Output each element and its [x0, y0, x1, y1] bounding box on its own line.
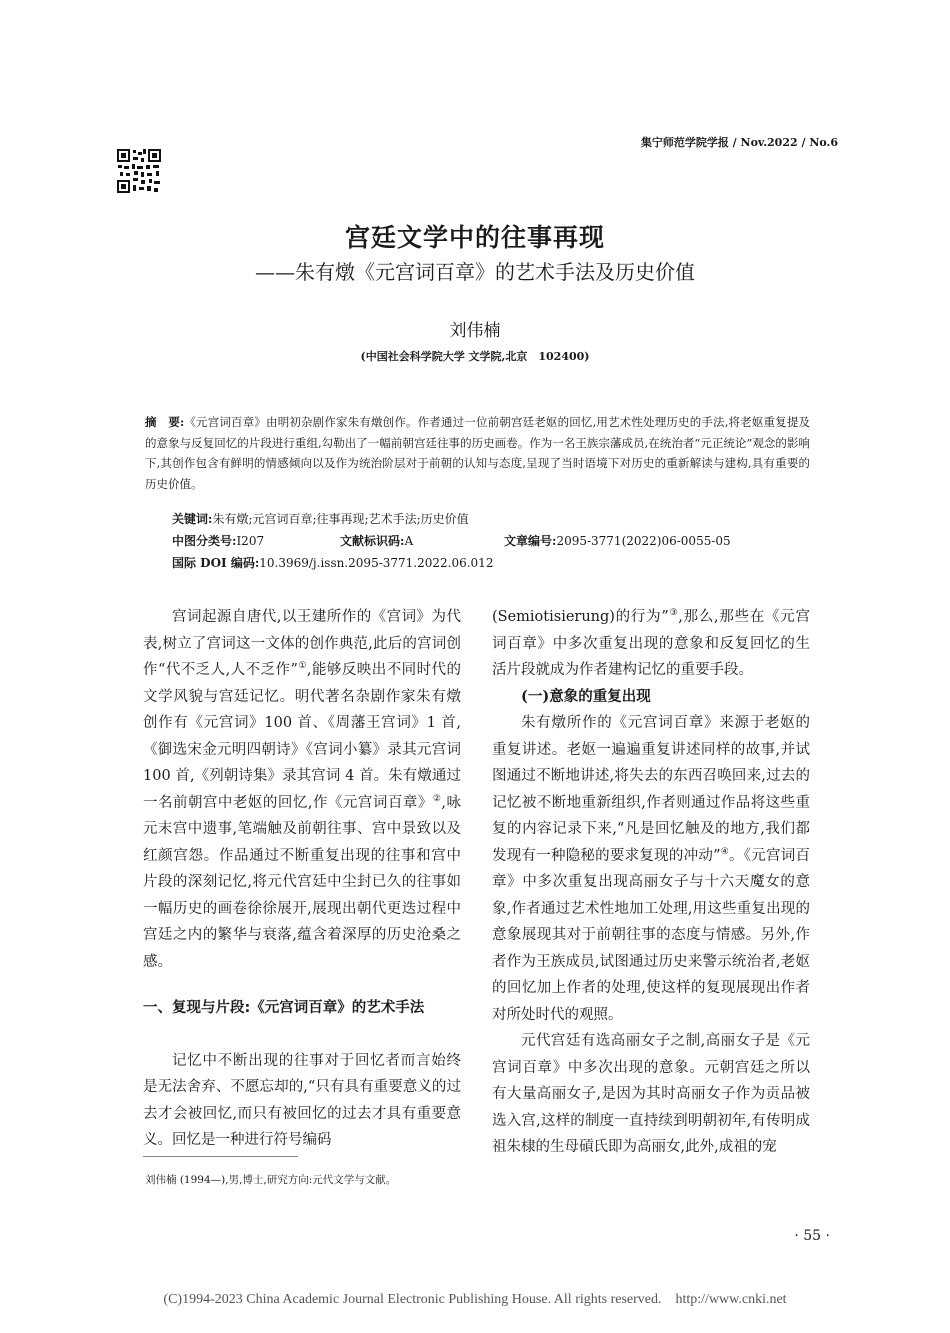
doi — [172, 554, 493, 571]
footnote-ref: ② — [432, 793, 442, 804]
qr-code-icon — [116, 148, 162, 194]
clc-label: 中图分类号: — [172, 534, 237, 548]
page-number: · 55 · — [794, 1228, 830, 1244]
abstract — [145, 412, 810, 494]
abstract-label: 摘 要: — [145, 415, 185, 429]
doi-label: 国际 DOI 编码: — [172, 556, 260, 570]
paragraph: (Semiotisierung)的行为”③,那么,那些在《元宫词百章》中多次重复出现的意象和反复回忆的生活片段就成为作者建构记忆的重要手段。 — [492, 608, 810, 678]
author-affiliation: (中国社会科学院大学 文学院,北京 102400) — [360, 350, 590, 363]
footnote-ref: ④ — [720, 846, 730, 857]
paragraph: 记忆中不断出现的往事对于回忆者而言始终是无法舍弃、不愿忘却的,“只有具有重要意义的过去才会被回忆,而只有被回忆的过去才具有重要意义。回忆是一种进行符号编码 — [143, 1052, 461, 1148]
paragraph: 朱有燉所作的《元宫词百章》来源于老妪的重复讲述。老妪一遍遍重复讲述同样的故事,并试图通过不断地讲述,将失去的东西召唤回来,过去的记忆被不断地重新组织,作者则通过作品将这些重复的内容记录下来,“凡是回忆触及的地方,我们都发现有一种隐秘的要求复现的冲动”④。《元宫词百章》中多次重复出现高丽女子与十六天魔女的意象,作者通过艺术性地加工处理,用这些重复出现的意象展现其对于前朝往事的态度与情感。另外,作者作为王族成员,试图通过历史来警示统治者,老妪的回忆加上作者的处理,使这样的复现展现出作者对所处时代的观照。 — [492, 715, 810, 1023]
author-name: 刘伟楠 — [449, 321, 501, 341]
doc-code-value: A — [404, 534, 414, 548]
keywords — [172, 510, 469, 527]
doc-code-label: 文献标识码: — [340, 534, 405, 548]
footnote-ref: ① — [297, 661, 307, 672]
journal-header: 集宁师范学院学报 / Nov.2022 / No.6 — [640, 136, 838, 149]
left-column — [143, 604, 461, 1154]
author-footnote: 刘伟楠 (1994—),男,博士,研究方向:元代文学与文献。 — [145, 1174, 397, 1186]
clc-number — [172, 532, 264, 549]
copyright-notice: (C)1994-2023 China Academic Journal Electronic Publishing House. All rights reserved. http://www.cnki.net — [163, 1292, 787, 1307]
article-title: 宫廷文学中的往事再现 — [344, 223, 605, 252]
subsection-heading: (一)意象的重复出现 — [521, 687, 651, 705]
paragraph: 宫词起源自唐代,以王建所作的《宫词》为代表,树立了宫词这一文体的创作典范,此后的宫词创作“代不乏人,人不乏作”①,能够反映出不同时代的文学风貌与宫廷记忆。明代著名杂剧作家朱有燉创作有《元宫词》100 首、《周藩王宫词》1 首,《御选宋金元明四朝诗》《宫词小纂》录其元宫词 100 首,《列朝诗集》录其宫词 4 首。朱有燉通过一名前朝宫中老妪的回忆,作《元宫词百章》②,咏元末宫中遗事,笔端触及前朝往事、宫中景致以及红颜宫怨。作品通过不断重复出现的往事和宫中片段的深刻记忆,将元代宫廷中尘封已久的往事如一幅历史的画卷徐徐展开,展现出朝代更迭过程中宫廷之内的繁华与衰落,蕴含着深厚的历史沧桑之感。 — [143, 609, 462, 970]
article-no-label: 文章编号: — [504, 534, 557, 548]
footnote-ref: ③ — [668, 608, 679, 619]
article-no-value: 2095-3771(2022)06-0055-05 — [556, 534, 731, 548]
article-number — [504, 532, 731, 549]
document-code — [340, 532, 413, 549]
doi-value: 10.3969/j.issn.2095-3771.2022.06.012 — [259, 556, 494, 570]
keywords-value: 朱有燉;元宫词百章;往事再现;艺术手法;历史价值 — [212, 512, 469, 526]
footnote-divider — [143, 1156, 298, 1157]
clc-value: I207 — [236, 534, 265, 548]
article-subtitle: ——朱有燉《元宫词百章》的艺术手法及历史价值 — [255, 260, 695, 284]
paragraph: 元代宫廷有选高丽女子之制,高丽女子是《元宫词百章》中多次出现的意象。元朝宫廷之所以有大量高丽女子,是因为其时高丽女子作为贡品被选入宫,这样的制度一直持续到明朝初年,有传明成祖朱棣的生母碽氏即为高丽女,此外,成祖的宠 — [492, 1033, 810, 1155]
keywords-label: 关键词: — [172, 512, 213, 526]
section-heading: 一、复现与片段:《元宫词百章》的艺术手法 — [143, 1000, 425, 1016]
right-column — [492, 604, 810, 1161]
abstract-text: 《元宫词百章》由明初杂剧作家朱有燉创作。作者通过一位前朝宫廷老妪的回忆,用艺术性处理历史的手法,将老妪重复提及的意象与反复回忆的片段进行重组,勾勒出了一幅前朝宫廷往事的历史画卷。作为一名王族宗藩成员,在统治者“元正统论”观念的影响下,其创作包含有鲜明的情感倾向以及作为统治阶层对于前朝的认知与态度,呈现了当时语境下对历史的重新解读与建构,具有重要的历史价值。 — [145, 415, 810, 491]
